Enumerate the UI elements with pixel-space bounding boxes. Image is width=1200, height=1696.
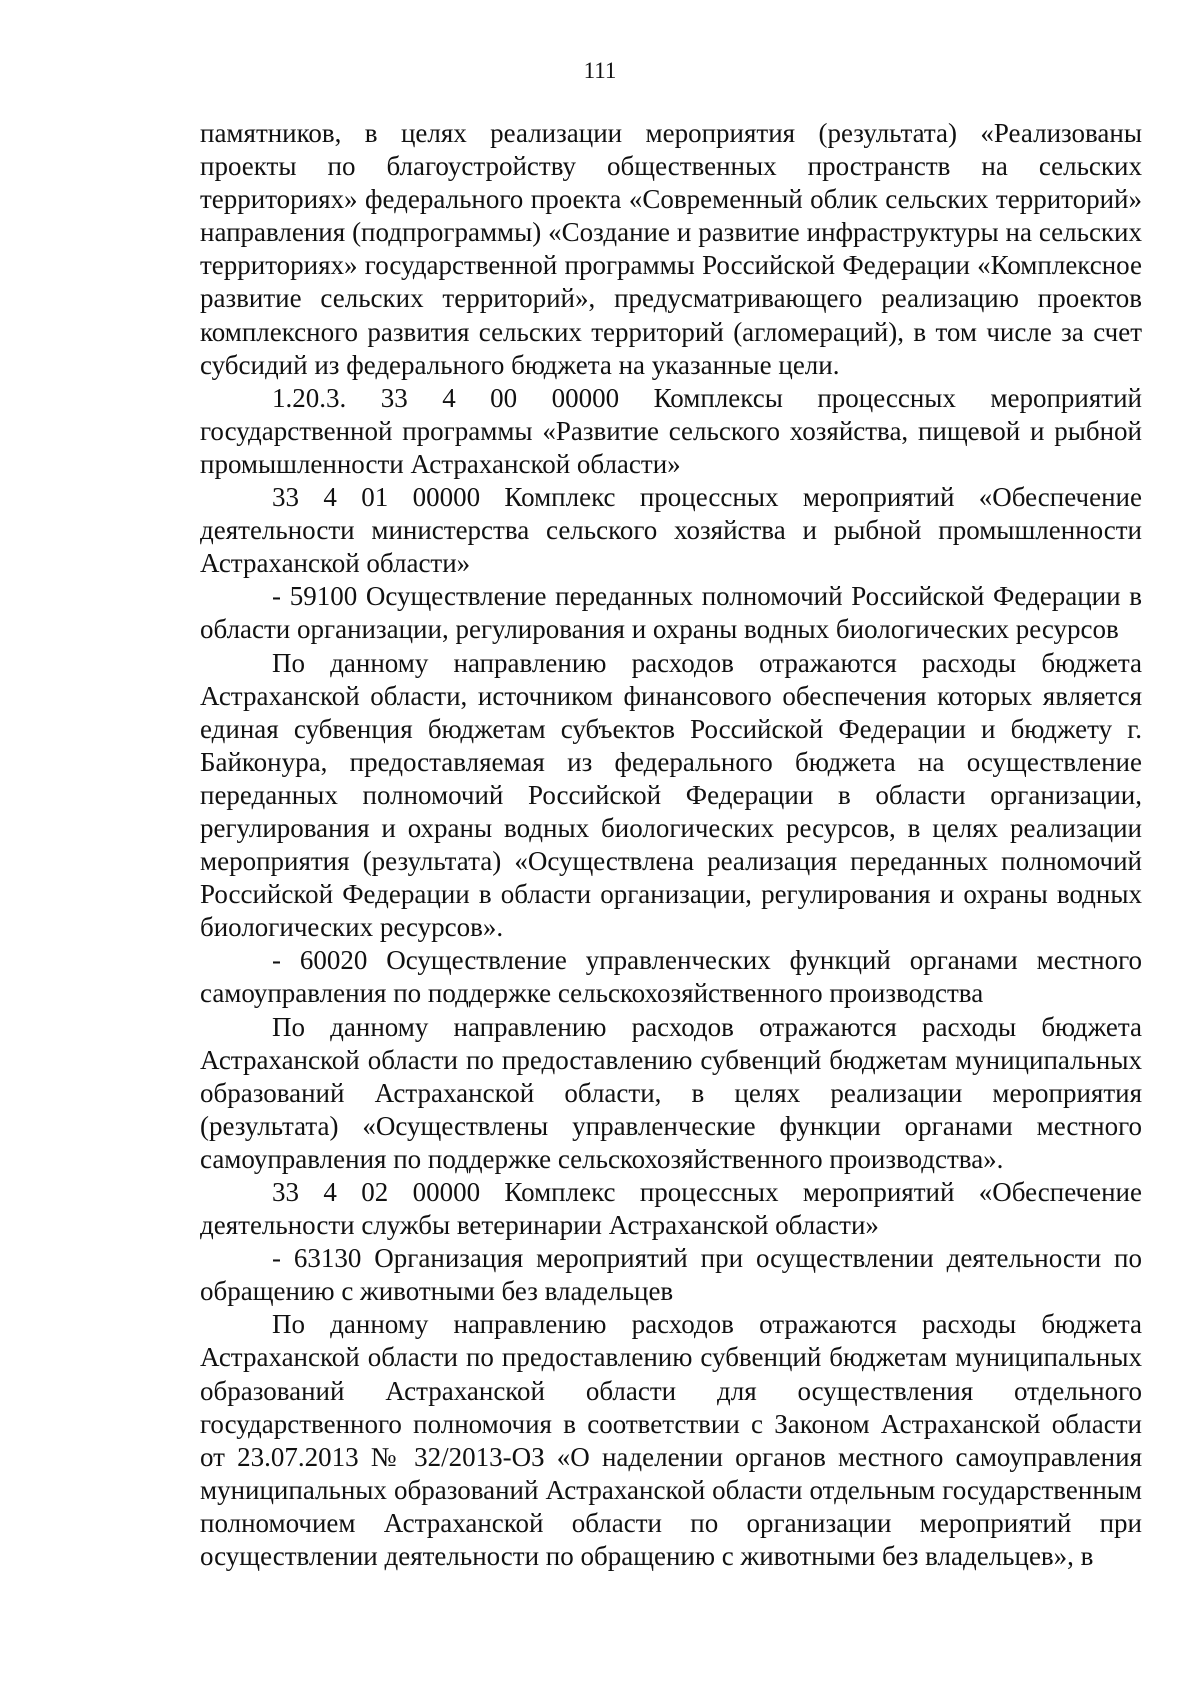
- paragraph-complex-heading: 33 4 02 00000 Комплекс процессных мероприятий «Обеспечение деятельности службы ветеринарии Астраханской области»: [200, 1177, 1142, 1241]
- paragraph-description: По данному направлению расходов отражаются расходы бюджета Астраханской области, источником финансового обеспечения которых является единая субвенция бюджетам субъектов Российской Федерации и бюджету г. Байконура, предоставляемая из федерального бюджета на осуществление переданных полномочий Российской Федерации в области организации, регулирования и охраны водных биологических ресурсов, в целях реализации мероприятия (результата) «Осуществлена реализация переданных полномочий Российской Федерации в области организации, регулирования и охраны водных биологических ресурсов».: [200, 647, 1142, 943]
- paragraph-expense-code: - 60020 Осуществление управленческих функций органами местного самоуправления по поддержке сельскохозяйственного производства: [200, 945, 1142, 1009]
- paragraph-expense-code: - 59100 Осуществление переданных полномочий Российской Федерации в области организации, регулирования и охраны водных биологических ресурсов: [200, 581, 1142, 645]
- paragraph-continuation: памятников, в целях реализации мероприятия (результата) «Реализованы проекты по благоустройству общественных пространств на сельских территориях» федерального проекта «Современный облик сельских территорий» направления (подпрограммы) «Создание и развитие инфраструктуры на сельских территориях» государственной программы Российской Федерации «Комплексное развитие сельских территорий», предусматривающего реализацию проектов комплексного развития сельских территорий (агломераций), в том числе за счет субсидий из федерального бюджета на указанные цели.: [200, 118, 1142, 380]
- document-body: [200, 117, 1142, 1573]
- page-number: 111: [583, 58, 617, 83]
- paragraph-expense-code: - 63130 Организация мероприятий при осуществлении деятельности по обращению с животными без владельцев: [200, 1243, 1142, 1307]
- paragraph-section-heading: 1.20.3. 33 4 00 00000 Комплексы процессных мероприятий государственной программы «Развитие сельского хозяйства, пищевой и рыбной промышленности Астраханской области»: [200, 382, 1142, 479]
- paragraph-description: По данному направлению расходов отражаются расходы бюджета Астраханской области по предоставлению субвенций бюджетам муниципальных образований Астраханской области, в целях реализации мероприятия (результата) «Осуществлены управленческие функции органами местного самоуправления по поддержке сельскохозяйственного производства».: [200, 1011, 1142, 1174]
- paragraph-complex-heading: 33 4 01 00000 Комплекс процессных мероприятий «Обеспечение деятельности министерства сельского хозяйства и рыбной промышленности Астраханской области»: [200, 482, 1142, 579]
- paragraph-description: По данному направлению расходов отражаются расходы бюджета Астраханской области по предоставлению субвенций бюджетам муниципальных образований Астраханской области для осуществления отдельного государственного полномочия в соответствии с Законом Астраханской области от 23.07.2013 № 32/2013-ОЗ «О наделении органов местного самоуправления муниципальных образований Астраханской области отдельным государственным полномочием Астраханской области по организации мероприятий при осуществлении деятельности по обращению с животными без владельцев», в: [200, 1309, 1142, 1572]
